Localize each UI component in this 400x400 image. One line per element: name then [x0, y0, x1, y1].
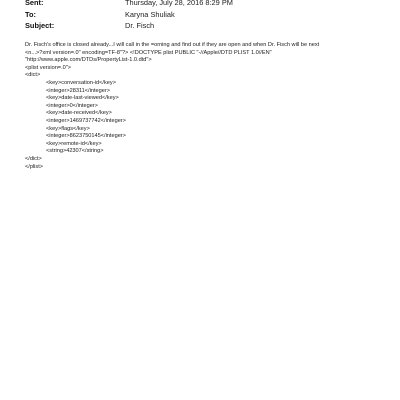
sent-row	[25, 0, 385, 9]
body-line-plist-open: <plist version=.0">	[25, 64, 71, 71]
to-value: Karyna Shuliak	[125, 9, 175, 19]
body-line-string-remote-id: <string>42307</string>	[46, 148, 104, 155]
sent-label: Sent:	[25, 0, 44, 7]
body-line-message: Dr. Fisch's office is closed already...I will call in the =orning and find out if they are open and when Dr. Fisch will be next	[25, 42, 320, 48]
body-line-xml-header: <n...>?xml version=.0" encoding=TF-8"?> <!DOCTYPE plist PUBLIC "-//Apple//DTD PLIST 1.0//EN"	[25, 49, 272, 56]
body-line-integer-conversation-id: <integer>28311</integer>	[46, 87, 110, 94]
email-body	[25, 42, 387, 171]
body-line-key-conversation-id: <key>conversation-id</key>	[46, 79, 116, 86]
subject-value: Dr. Fisch	[125, 21, 155, 30]
body-line-integer-flags: <integer>8623750145</integer>	[46, 133, 126, 140]
body-line-dict-open: <dict>	[25, 72, 41, 79]
body-line-key-date-received: <key>date-received</key>	[46, 110, 112, 117]
body-line-dict-close: </dict>	[25, 155, 42, 162]
body-line-integer-date-last-viewed: <integer>0</integer>	[46, 102, 98, 109]
subject-label: Subject:	[25, 21, 55, 30]
to-label: To:	[25, 9, 36, 19]
body-line-key-date-last-viewed: <key>date-last-viewed</key>	[46, 95, 119, 102]
body-line-integer-date-received: <integer>1469737742</integer>	[46, 117, 126, 124]
sent-value: Thursday, July 28, 2016 8:29 PM	[125, 0, 233, 7]
subject-row	[25, 20, 385, 32]
body-line-plist-close: </plist>	[25, 163, 44, 170]
body-line-key-remote-id: <key>remote-id</key>	[46, 140, 102, 147]
body-line-key-flags: <key>flags</key>	[46, 125, 90, 132]
email-header	[25, 0, 385, 32]
body-line-dtd: "http://www.apple.com/DTDs/PropertyList-1.0.dtd">	[25, 57, 152, 64]
to-row	[25, 9, 385, 21]
